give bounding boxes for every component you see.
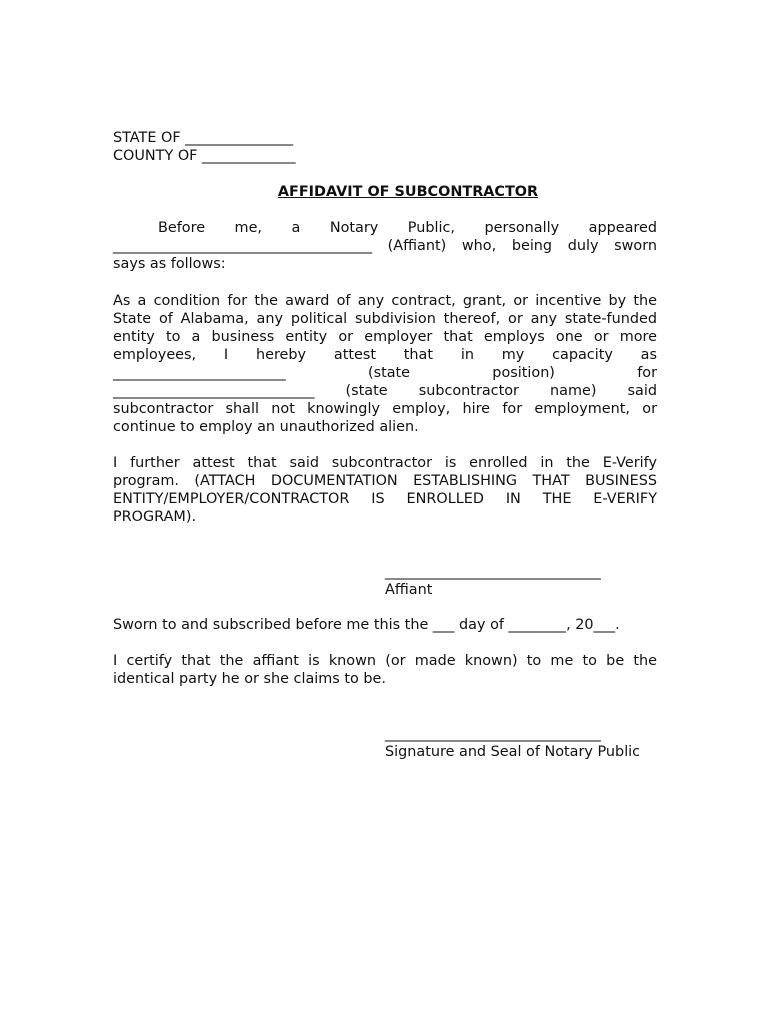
intro-line-1: Before me, a Notary Public, personally appeared (158, 220, 657, 236)
notary-label: Signature and Seal of Notary Public (385, 744, 641, 760)
notary-signature-block (385, 725, 640, 761)
everify-line-1: I further attest that said subcontractor is enrolled in the E-Verify (113, 455, 657, 471)
intro-line-3: says as follows: (113, 256, 226, 272)
certify-paragraph (113, 652, 657, 688)
condition-line-8: continue to employ an unauthorized alien. (113, 419, 419, 435)
intro-paragraph (113, 219, 657, 273)
condition-line-2: State of Alabama, any political subdivision thereof, or any state-funded (113, 311, 657, 327)
affiant-label: Affiant (385, 582, 433, 598)
condition-line-1: As a condition for the award of any contract, grant, or incentive by the (113, 293, 657, 309)
certify-line-1: I certify that the affiant is known (or made known) to me to be the (113, 653, 657, 669)
condition-line-4: employees, I hereby attest that in my capacity as (113, 347, 657, 363)
county-line: COUNTY OF _____________ (113, 148, 296, 164)
condition-line-7: subcontractor shall not knowingly employ, hire for employment, or (113, 401, 657, 417)
everify-line-2: program. (ATTACH DOCUMENTATION ESTABLISHING THAT BUSINESS (113, 473, 657, 489)
condition-paragraph (113, 292, 657, 436)
document-title: AFFIDAVIT OF SUBCONTRACTOR (277, 184, 539, 200)
state-line: STATE OF _______________ (113, 130, 294, 146)
sworn-line: Sworn to and subscribed before me this the ___ day of ________, 20___. (113, 617, 620, 633)
everify-line-4: PROGRAM). (113, 509, 197, 525)
certify-line-2: identical party he or she claims to be. (113, 671, 386, 687)
condition-line-5: ________________________ (state position) for (113, 365, 657, 381)
notary-signature-line: ______________________________ (385, 726, 601, 742)
condition-line-3: entity to a business entity or employer that employs one or more (113, 329, 657, 345)
intro-line-2: ____________________________________ (Affiant) who, being duly sworn (113, 238, 657, 254)
everify-line-3: ENTITY/EMPLOYER/CONTRACTOR IS ENROLLED IN THE E-VERIFY (113, 491, 657, 507)
condition-line-6: ____________________________ (state subcontractor name) said (113, 383, 657, 399)
sworn-paragraph (113, 616, 657, 634)
venue-header (113, 129, 657, 165)
affiant-signature-line: ______________________________ (385, 564, 601, 580)
everify-paragraph (113, 454, 657, 526)
affiant-signature-block (385, 563, 601, 599)
